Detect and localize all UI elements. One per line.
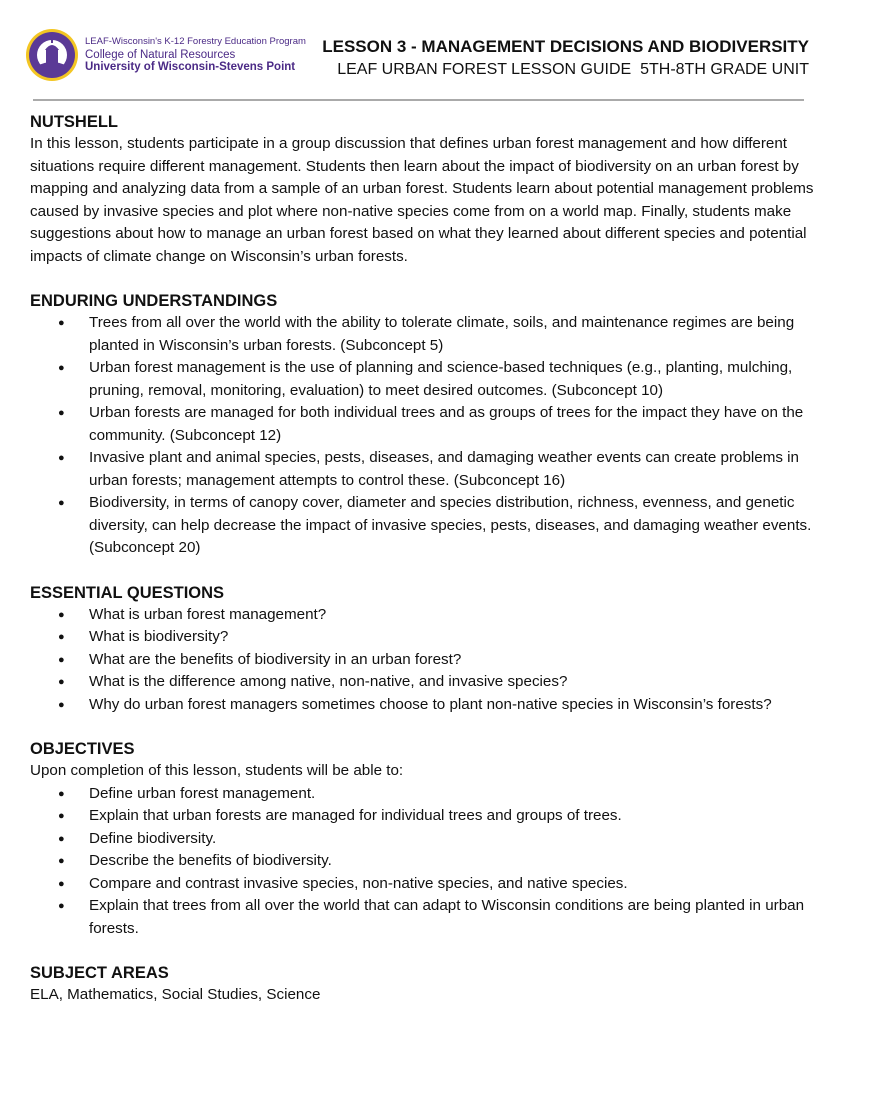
lesson-subtitle: LEAF URBAN FOREST LESSON GUIDE 5TH-8TH GRADE UNIT <box>337 61 809 78</box>
list-item: ● Urban forests are managed for both individual trees and as groups of trees for the impact they have on the community. (Subconcept 12) <box>30 402 820 447</box>
header-divider <box>33 99 804 101</box>
section-heading: ENDURING UNDERSTANDINGS <box>30 292 278 310</box>
section-heading: ESSENTIAL QUESTIONS <box>30 583 225 602</box>
section-heading: OBJECTIVES <box>30 740 135 758</box>
list-item: ● Trees from all over the world with the ability to tolerate climate, soils, and maintenance regimes are being planted in Wisconsin’s urban forests. (Subconcept 5) <box>30 312 820 357</box>
list-item: ● Explain that urban forests are managed for individual trees and groups of trees. <box>30 805 820 828</box>
list-item: ● Explain that trees from all over the world that can adapt to Wisconsin conditions are being planted in urban forests. <box>30 895 820 940</box>
subject-areas-text: ELA, Mathematics, Social Studies, Science <box>30 986 321 1003</box>
enduring-understandings-section <box>30 290 820 560</box>
list-item: ● What is biodiversity? <box>30 626 820 649</box>
list-item: ● Define urban forest management. <box>30 783 820 806</box>
section-heading: NUTSHELL <box>30 113 118 131</box>
uwsp-logo <box>25 28 306 82</box>
list-item: ● Describe the benefits of biodiversity. <box>30 850 820 873</box>
essential-questions-section <box>30 582 820 717</box>
list-item: ● Invasive plant and animal species, pests, diseases, and damaging weather events can create problems in urban forests; management attempts to control these. (Subconcept 16) <box>30 447 820 492</box>
logo-line-2: College of Natural Resources <box>85 48 236 61</box>
list-item: ● Biodiversity, in terms of canopy cover, diameter and species distribution, richness, evenness, and genetic diversity, can help decrease the impact of invasive species, pests, diseases, and damaging weather events. (Subconcept 20) <box>30 492 820 560</box>
section-heading: SUBJECT AREAS <box>30 964 169 982</box>
list-item: ● Urban forest management is the use of planning and science-based techniques (e.g., planting, mulching, pruning, removal, monitoring, evaluation) to meet desired outcomes. (Subconcept 10) <box>30 357 820 402</box>
list-item: ● What are the benefits of biodiversity in an urban forest? <box>30 649 820 672</box>
list-item: ● What is urban forest management? <box>30 604 820 627</box>
objectives-section <box>30 738 820 940</box>
nutshell-section <box>30 111 820 268</box>
objectives-intro: Upon completion of this lesson, students will be able to: <box>30 762 404 779</box>
list-item: ● Define biodiversity. <box>30 828 820 851</box>
list-item: ● What is the difference among native, non-native, and invasive species? <box>30 671 820 694</box>
logo-line-3: University of Wisconsin-Stevens Point <box>85 61 296 74</box>
list-item: ● Compare and contrast invasive species, non-native species, and native species. <box>30 873 820 896</box>
list-item: ● Why do urban forest managers sometimes choose to plant non-native species in Wisconsin’s forests? <box>30 694 820 717</box>
subject-areas-section <box>30 962 820 1007</box>
university-seal-icon <box>25 28 79 82</box>
lesson-title: LESSON 3 - MANAGEMENT DECISIONS AND BIODIVERSITY <box>322 37 809 56</box>
logo-line-1: LEAF-Wisconsin's K-12 Forestry Education Program <box>85 36 306 48</box>
nutshell-text: In this lesson, students participate in a group discussion that defines urban forest management and how different situations require different management. Students then learn about the impact of biodiversity on an urban forest by mapping and analyzing data from a sample of an urban forest. Students learn about potential management problems caused by invasive species and plot where non-native species come from on a world map. Finally, students make suggestions about how to manage an urban forest based on what they learned about different species and potential impacts of climate change on Wisconsin’s urban forests. <box>30 135 814 265</box>
